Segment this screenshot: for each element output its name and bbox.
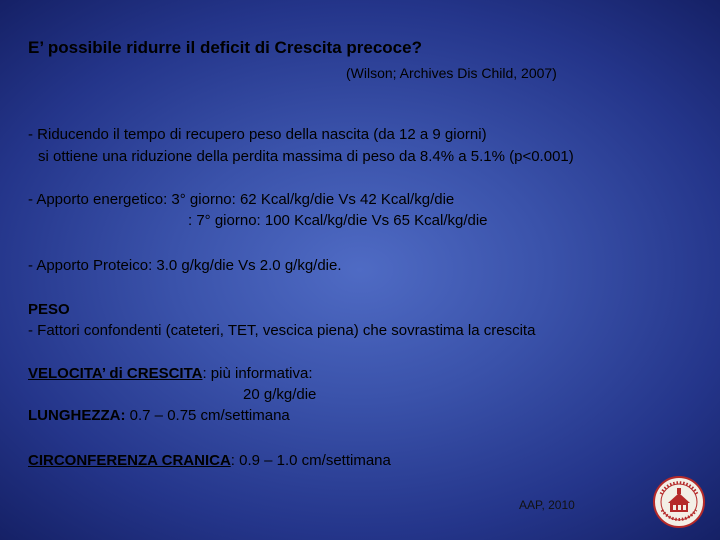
slide-title: E’ possibile ridurre il deficit di Crescita precoce? — [28, 38, 422, 57]
lunghezza-label: LUNGHEZZA: — [28, 407, 126, 424]
lunghezza-text: 0.7 – 0.75 cm/settimana — [125, 407, 290, 424]
point-recovery-line2: si ottiene una riduzione della perdita massima di peso da 8.4% a 5.1% (p<0.001) — [38, 148, 574, 165]
seal-logo-icon — [653, 476, 705, 528]
velocita-label: VELOCITA’ di CRESCITA — [28, 365, 203, 382]
point-energy-line2: : 7° giorno: 100 Kcal/kg/die Vs 65 Kcal/kg/die — [188, 212, 488, 229]
circonferenza-label: CIRCONFERENZA CRANICA — [28, 452, 231, 469]
point-energy-line1: - Apporto energetico: 3° giorno: 62 Kcal/kg/die Vs 42 Kcal/kg/die — [28, 191, 455, 208]
peso-text: - Fattori confondenti (cateteri, TET, vescica piena) che sovrastima la crescita — [28, 322, 536, 339]
point-recovery-line1: - Riducendo il tempo di recupero peso della nascita (da 12 a 9 giorni) — [28, 126, 487, 143]
point-protein: - Apporto Proteico: 3.0 g/kg/die Vs 2.0 g/kg/die. — [28, 257, 342, 274]
velocita-text: : più informativa: — [202, 365, 313, 382]
citation: (Wilson; Archives Dis Child, 2007) — [346, 65, 557, 81]
circonferenza-line — [28, 451, 391, 471]
velocita-value: 20 g/kg/die — [243, 386, 317, 403]
lunghezza-line — [28, 406, 290, 426]
footer-source: AAP, 2010 — [519, 498, 575, 512]
peso-heading: PESO — [28, 301, 70, 318]
velocita-line — [28, 364, 313, 384]
circonferenza-text: : 0.9 – 1.0 cm/settimana — [230, 452, 391, 469]
